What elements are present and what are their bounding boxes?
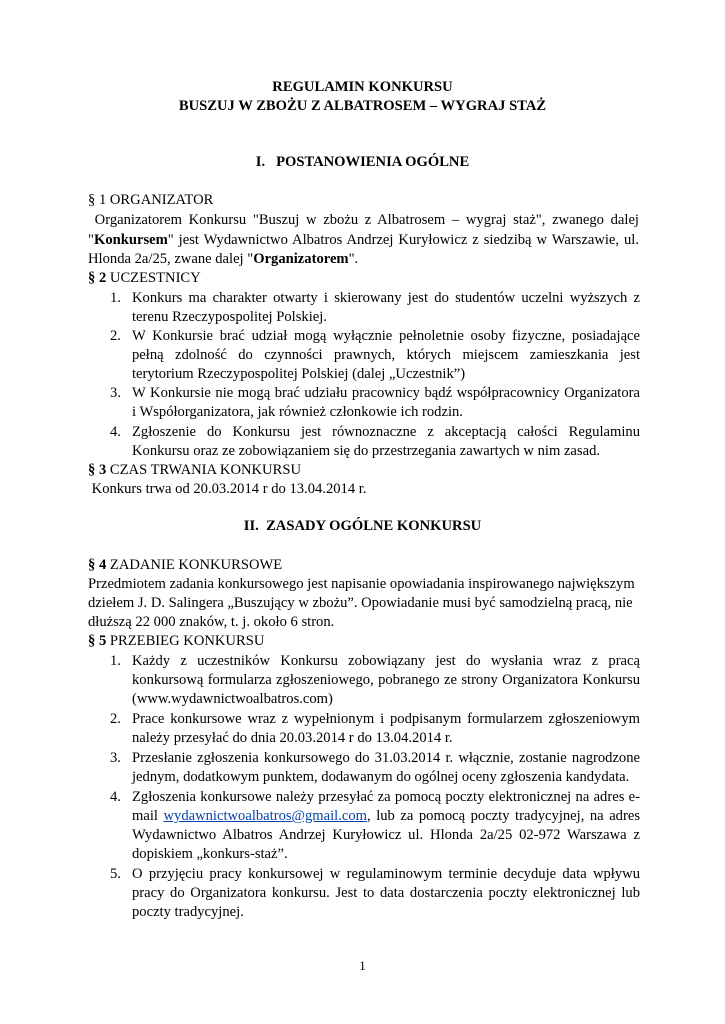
list-item-line: Przesłanie zgłoszenia konkursowego do 31.03.2014 r. włącznie, zostanie nagrodzone bbox=[132, 750, 640, 766]
list-item-line: dopiskiem „konkurs-staż”. bbox=[132, 846, 288, 862]
list-number: 1. bbox=[110, 290, 121, 306]
section-heading-general: I. POSTANOWIENIA OGÓLNE bbox=[255, 154, 470, 170]
page-number: 1 bbox=[359, 958, 366, 973]
list-item-line: terenu Rzeczypospolitej Polskiej. bbox=[132, 309, 327, 325]
bold-term-organizatorem: Organizatorem bbox=[253, 251, 349, 267]
paragraph-1-line: Organizatorem Konkursu "Buszuj w zbożu z Albatrosem – wygraj staż", zwanego dalej bbox=[88, 212, 639, 228]
list-number: 2. bbox=[110, 328, 121, 344]
list-item-line: mail wydawnictwoalbatros@gmail.com, lub za pomocą poczty tradycyjnej, na adres bbox=[132, 808, 640, 824]
list-item-line: jednym, dodatkowym punktem, dodawanym do ogólnej oceny zgłoszenia kandydata. bbox=[132, 769, 630, 785]
paragraph-1-line: Hlonda 2a/25, zwane dalej "Organizatorem". bbox=[88, 251, 359, 267]
list-number: 3. bbox=[110, 750, 121, 766]
list-item-line: (www.wydawnictwoalbatros.com) bbox=[132, 691, 333, 707]
list-item-line: pracy do Organizatora konkursu. Jest to data dostarczenia poczty elektronicznej lub bbox=[132, 885, 640, 901]
paragraph-4-line: dziełem J. D. Salingera „Buszujący w zbożu”. Opowiadanie musi być samodzielną pracą, nie bbox=[88, 595, 633, 611]
paragraph-4-line: Przedmiotem zadania konkursowego jest napisanie opowiadania inspirowanego największym bbox=[88, 576, 635, 592]
list-item-line: Konkurs ma charakter otwarty i skierowany jest do studentów uczelni wyższych z bbox=[132, 290, 640, 306]
paragraph-1-heading: § 1 ORGANIZATOR bbox=[88, 192, 214, 208]
list-item-line: Każdy z uczestników Konkursu zobowiązany jest do wysłania wraz z pracą bbox=[132, 653, 640, 669]
list-item-line: Zgłoszenia konkursowe należy przesyłać za pomocą poczty elektronicznej na adres e- bbox=[132, 789, 640, 805]
list-number: 3. bbox=[110, 385, 121, 401]
document-title-line1: REGULAMIN KONKURSU bbox=[272, 79, 453, 95]
paragraph-4-line: dłuższą 22 000 znaków, t. j. około 6 stron. bbox=[88, 614, 335, 630]
list-number: 1. bbox=[110, 653, 121, 669]
paragraph-2-heading: § 2 UCZESTNICY bbox=[88, 270, 201, 286]
paragraph-4-heading: § 4 ZADANIE KONKURSOWE bbox=[88, 557, 283, 573]
paragraph-1-line: "Konkursem" jest Wydawnictwo Albatros Andrzej Kuryłowicz z siedzibą w Warszawie, ul. bbox=[88, 232, 639, 248]
list-item-line: terytorium Rzeczypospolitej Polskiej (dalej „Uczestnik”) bbox=[132, 366, 466, 382]
list-item-line: należy przesyłać do dnia 20.03.2014 r do 13.04.2014 r. bbox=[132, 730, 453, 746]
bold-term-konkursem: Konkursem bbox=[93, 232, 168, 248]
list-number: 2. bbox=[110, 711, 121, 727]
list-item-line: pełną zdolność do czynności prawnych, których miejscem zamieszkania jest bbox=[132, 347, 640, 363]
list-item-line: Prace konkursowe wraz z wypełnionym i podpisanym formularzem zgłoszeniowym bbox=[132, 711, 640, 727]
list-item-line: konkursową formularza zgłoszeniowego, pobranego ze strony Organizatora Konkursu bbox=[132, 672, 640, 688]
list-item-line: O przyjęciu pracy konkursowej w regulaminowym terminie decyduje data wpływu bbox=[132, 866, 640, 882]
email-link[interactable]: wydawnictwoalbatros@gmail.com bbox=[163, 808, 367, 824]
list-number: 4. bbox=[110, 424, 121, 440]
list-item-line: Zgłoszenie do Konkursu jest równoznaczne z akceptacją całości Regulaminu bbox=[132, 424, 640, 440]
list-number: 4. bbox=[110, 789, 121, 805]
section-heading-rules: II. ZASADY OGÓLNE KONKURSU bbox=[243, 518, 482, 534]
list-item-line: poczty tradycyjnej. bbox=[132, 904, 244, 920]
list-item-line: Wydawnictwo Albatros Andrzej Kuryłowicz ul. Hlonda 2a/25 02-972 Warszawa z bbox=[132, 827, 640, 843]
list-item-line: Konkursu oraz ze zobowiązaniem się do przestrzegania zawartych w nim zasad. bbox=[132, 443, 601, 459]
paragraph-3-text: Konkurs trwa od 20.03.2014 r do 13.04.2014 r. bbox=[88, 481, 367, 497]
list-number: 5. bbox=[110, 866, 121, 882]
paragraph-3-heading: § 3 CZAS TRWANIA KONKURSU bbox=[88, 462, 301, 478]
document-title-line2: BUSZUJ W ZBOŻU Z ALBATROSEM – WYGRAJ STAŻ bbox=[178, 98, 547, 114]
list-item-line: W Konkursie nie mogą brać udziału pracownicy bądź współpracownicy Organizatora bbox=[132, 385, 640, 401]
list-item-line: W Konkursie brać udział mogą wyłącznie pełnoletnie osoby fizyczne, posiadające bbox=[132, 328, 640, 344]
list-item-line: i Współorganizatora, jak również członkowie ich rodzin. bbox=[132, 404, 463, 420]
paragraph-5-heading: § 5 PRZEBIEG KONKURSU bbox=[88, 633, 265, 649]
